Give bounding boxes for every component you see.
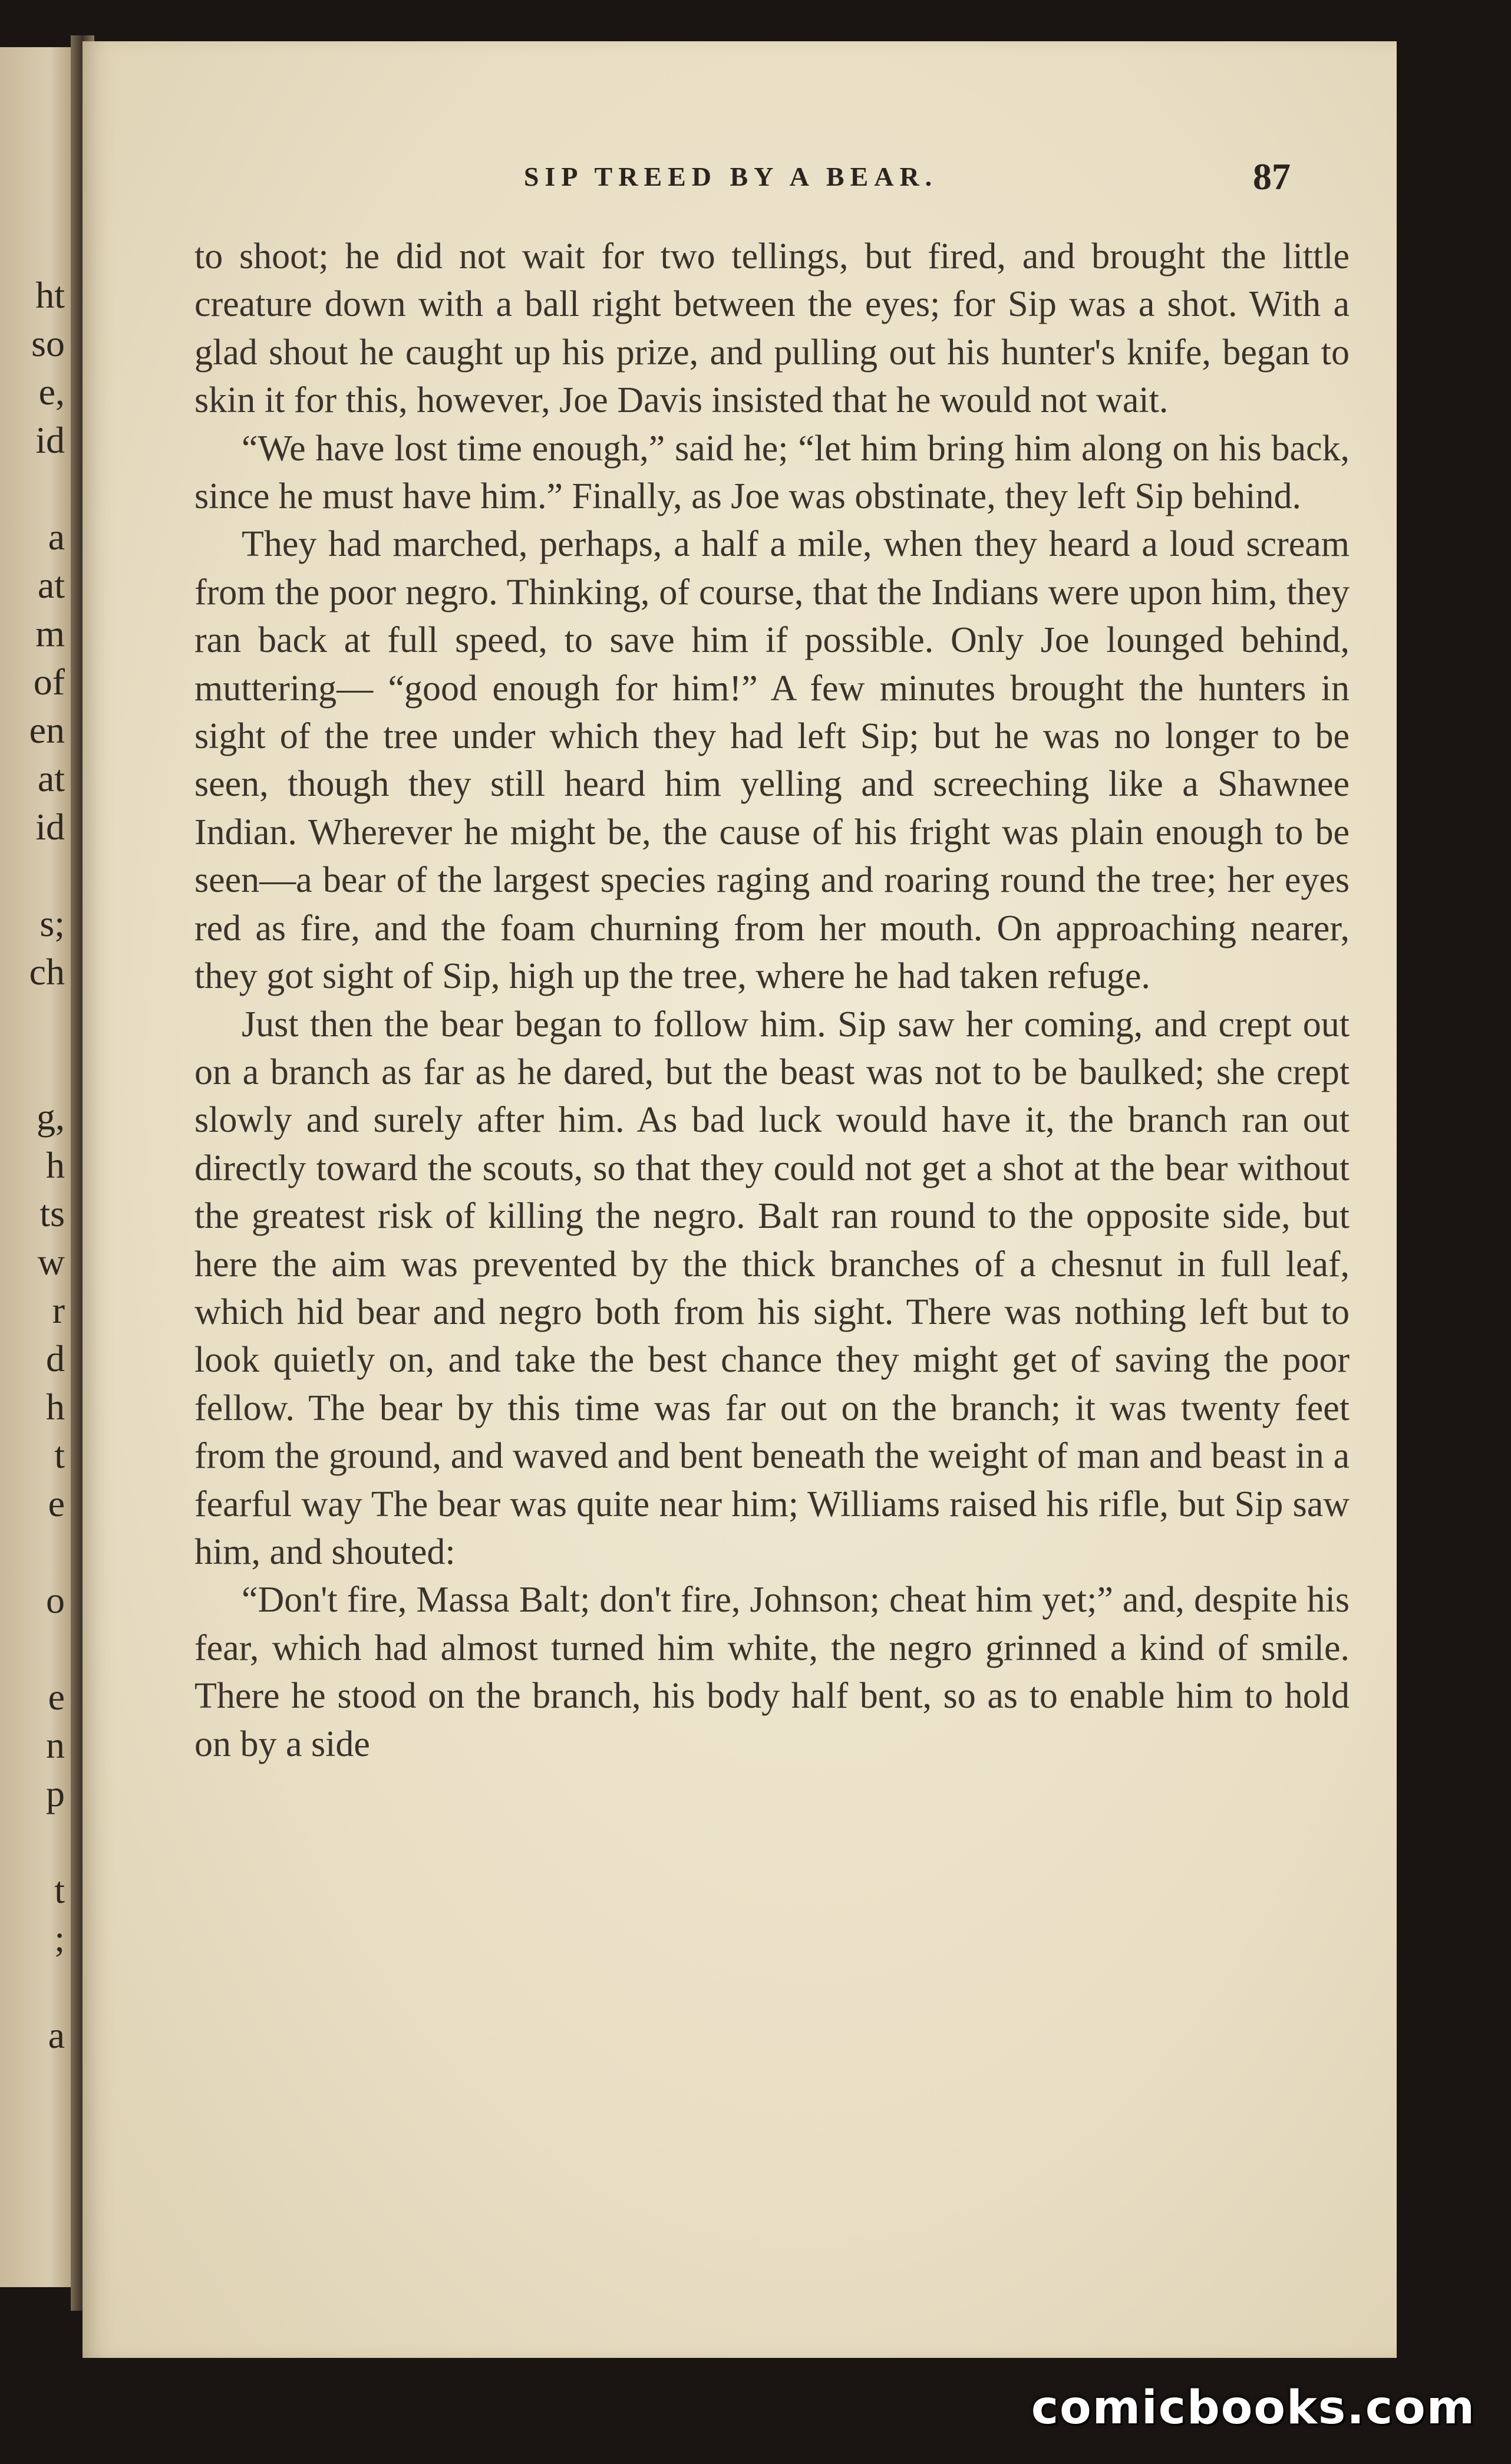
facing-fragment (0, 1625, 65, 1673)
facing-fragment: s; (39, 902, 65, 944)
facing-fragment: w (37, 1241, 65, 1283)
facing-fragment (0, 851, 65, 900)
facing-fragment: e (48, 1676, 65, 1718)
facing-fragment: n (46, 1724, 65, 1766)
facing-fragment: ; (54, 1918, 65, 1959)
facing-fragment: a (48, 2014, 65, 2056)
facing-page-text-fragments (0, 271, 65, 2060)
facing-fragment (0, 1528, 65, 1576)
watermark-logo: comicbooks.com (1031, 2381, 1476, 2435)
running-title: SIP TREED BY A BEAR. (523, 162, 938, 192)
facing-fragment: en (29, 709, 65, 751)
facing-fragment: a (48, 516, 65, 558)
facing-fragment: d (46, 1338, 65, 1379)
page-number: 87 (1253, 156, 1291, 197)
facing-fragment: ht (35, 274, 65, 316)
paragraph-1: to shoot; he did not wait for two tellings, but fired, and brought the little creature down with a ball right between the eyes; for Sip was a shot. With a glad shout he caught up his prize, and pulling out his hunter's knife, began to skin it for this, however, Joe Davis insisted that he would not wait. (194, 236, 1350, 421)
facing-fragment (0, 465, 65, 513)
facing-fragment: t (54, 1434, 65, 1476)
facing-fragment: so (31, 322, 65, 364)
facing-fragment: h (46, 1144, 65, 1186)
facing-fragment (0, 1045, 65, 1093)
facing-fragment: e (48, 1483, 65, 1524)
paragraph-4: Just then the bear began to follow him. Sip saw her coming, and crept out on a branch as far as he dared, but the beast was not to be baulked; she crept slowly and surely after him. As bad luck would have it, the branch ran out directly toward the scouts, so that they could not get a shot at the bear without the greatest risk of killing the negro. Balt ran round to the opposite side, but here the aim was prevented by the thick branches of a chesnut in full leaf, which hid bear and negro both from his sight. There was nothing left but to look quietly on, and take the best chance they might get of saving the poor fellow. The bear by this time was far out on the branch; it was twenty feet from the ground, and waved and bent beneath the weight of man and beast in a fearful way The bear was quite near him; Williams raised his rifle, but Sip saw him, and shouted: (194, 1004, 1350, 1572)
facing-fragment: o (46, 1579, 65, 1621)
book-page (83, 41, 1397, 2358)
facing-fragment: p (46, 1773, 65, 1814)
running-head (83, 153, 1397, 200)
facing-fragment: of (33, 661, 65, 703)
facing-fragment: h (46, 1386, 65, 1428)
facing-fragment: e, (38, 371, 65, 413)
facing-fragment: at (37, 757, 65, 799)
facing-fragment: m (35, 612, 65, 654)
body-text (194, 233, 1350, 1768)
facing-fragment: at (37, 564, 65, 606)
facing-fragment: ch (29, 951, 65, 993)
facing-fragment: ts (39, 1193, 65, 1234)
facing-fragment: id (35, 806, 65, 848)
paragraph-5: “Don't fire, Massa Balt; don't fire, Johnson; cheat him yet;” and, despite his fear, which had almost turned him white, the negro grinned a kind of smile. There he stood on the branch, his body half bent, so as to enable him to hold on by a side (194, 1580, 1350, 1764)
facing-fragment: g, (37, 1096, 65, 1138)
facing-fragment: t (54, 1869, 65, 1911)
facing-page-edge (0, 47, 71, 2287)
facing-fragment (0, 1963, 65, 2011)
paragraph-2: “We have lost time enough,” said he; “let him bring him along on his back, since he must have him.” Finally, as Joe was obstinate, they left Sip behind. (194, 428, 1350, 517)
facing-fragment (0, 1818, 65, 1866)
facing-fragment: r (52, 1289, 65, 1331)
facing-fragment: id (35, 419, 65, 461)
paragraph-3: They had marched, perhaps, a half a mile, when they heard a loud scream from the poor negro. Thinking, of course, that the Indians were upon him, they ran back at full speed, to save him if possible. Only Joe lounged behind, muttering— “good enough for him!” A few minutes brought the hunters in sight of the tree under which they had left Sip; but he was no longer to be seen, though they still heard him yelling and screeching like a Shawnee Indian. Wherever he might be, the cause of his fright was plain enough to be seen—a bear of the largest species raging and roaring round the tree; her eyes red as fire, and the foam churning from her mouth. On approaching nearer, they got sight of Sip, high up the tree, where he had taken refuge. (194, 524, 1350, 997)
facing-fragment (0, 996, 65, 1045)
